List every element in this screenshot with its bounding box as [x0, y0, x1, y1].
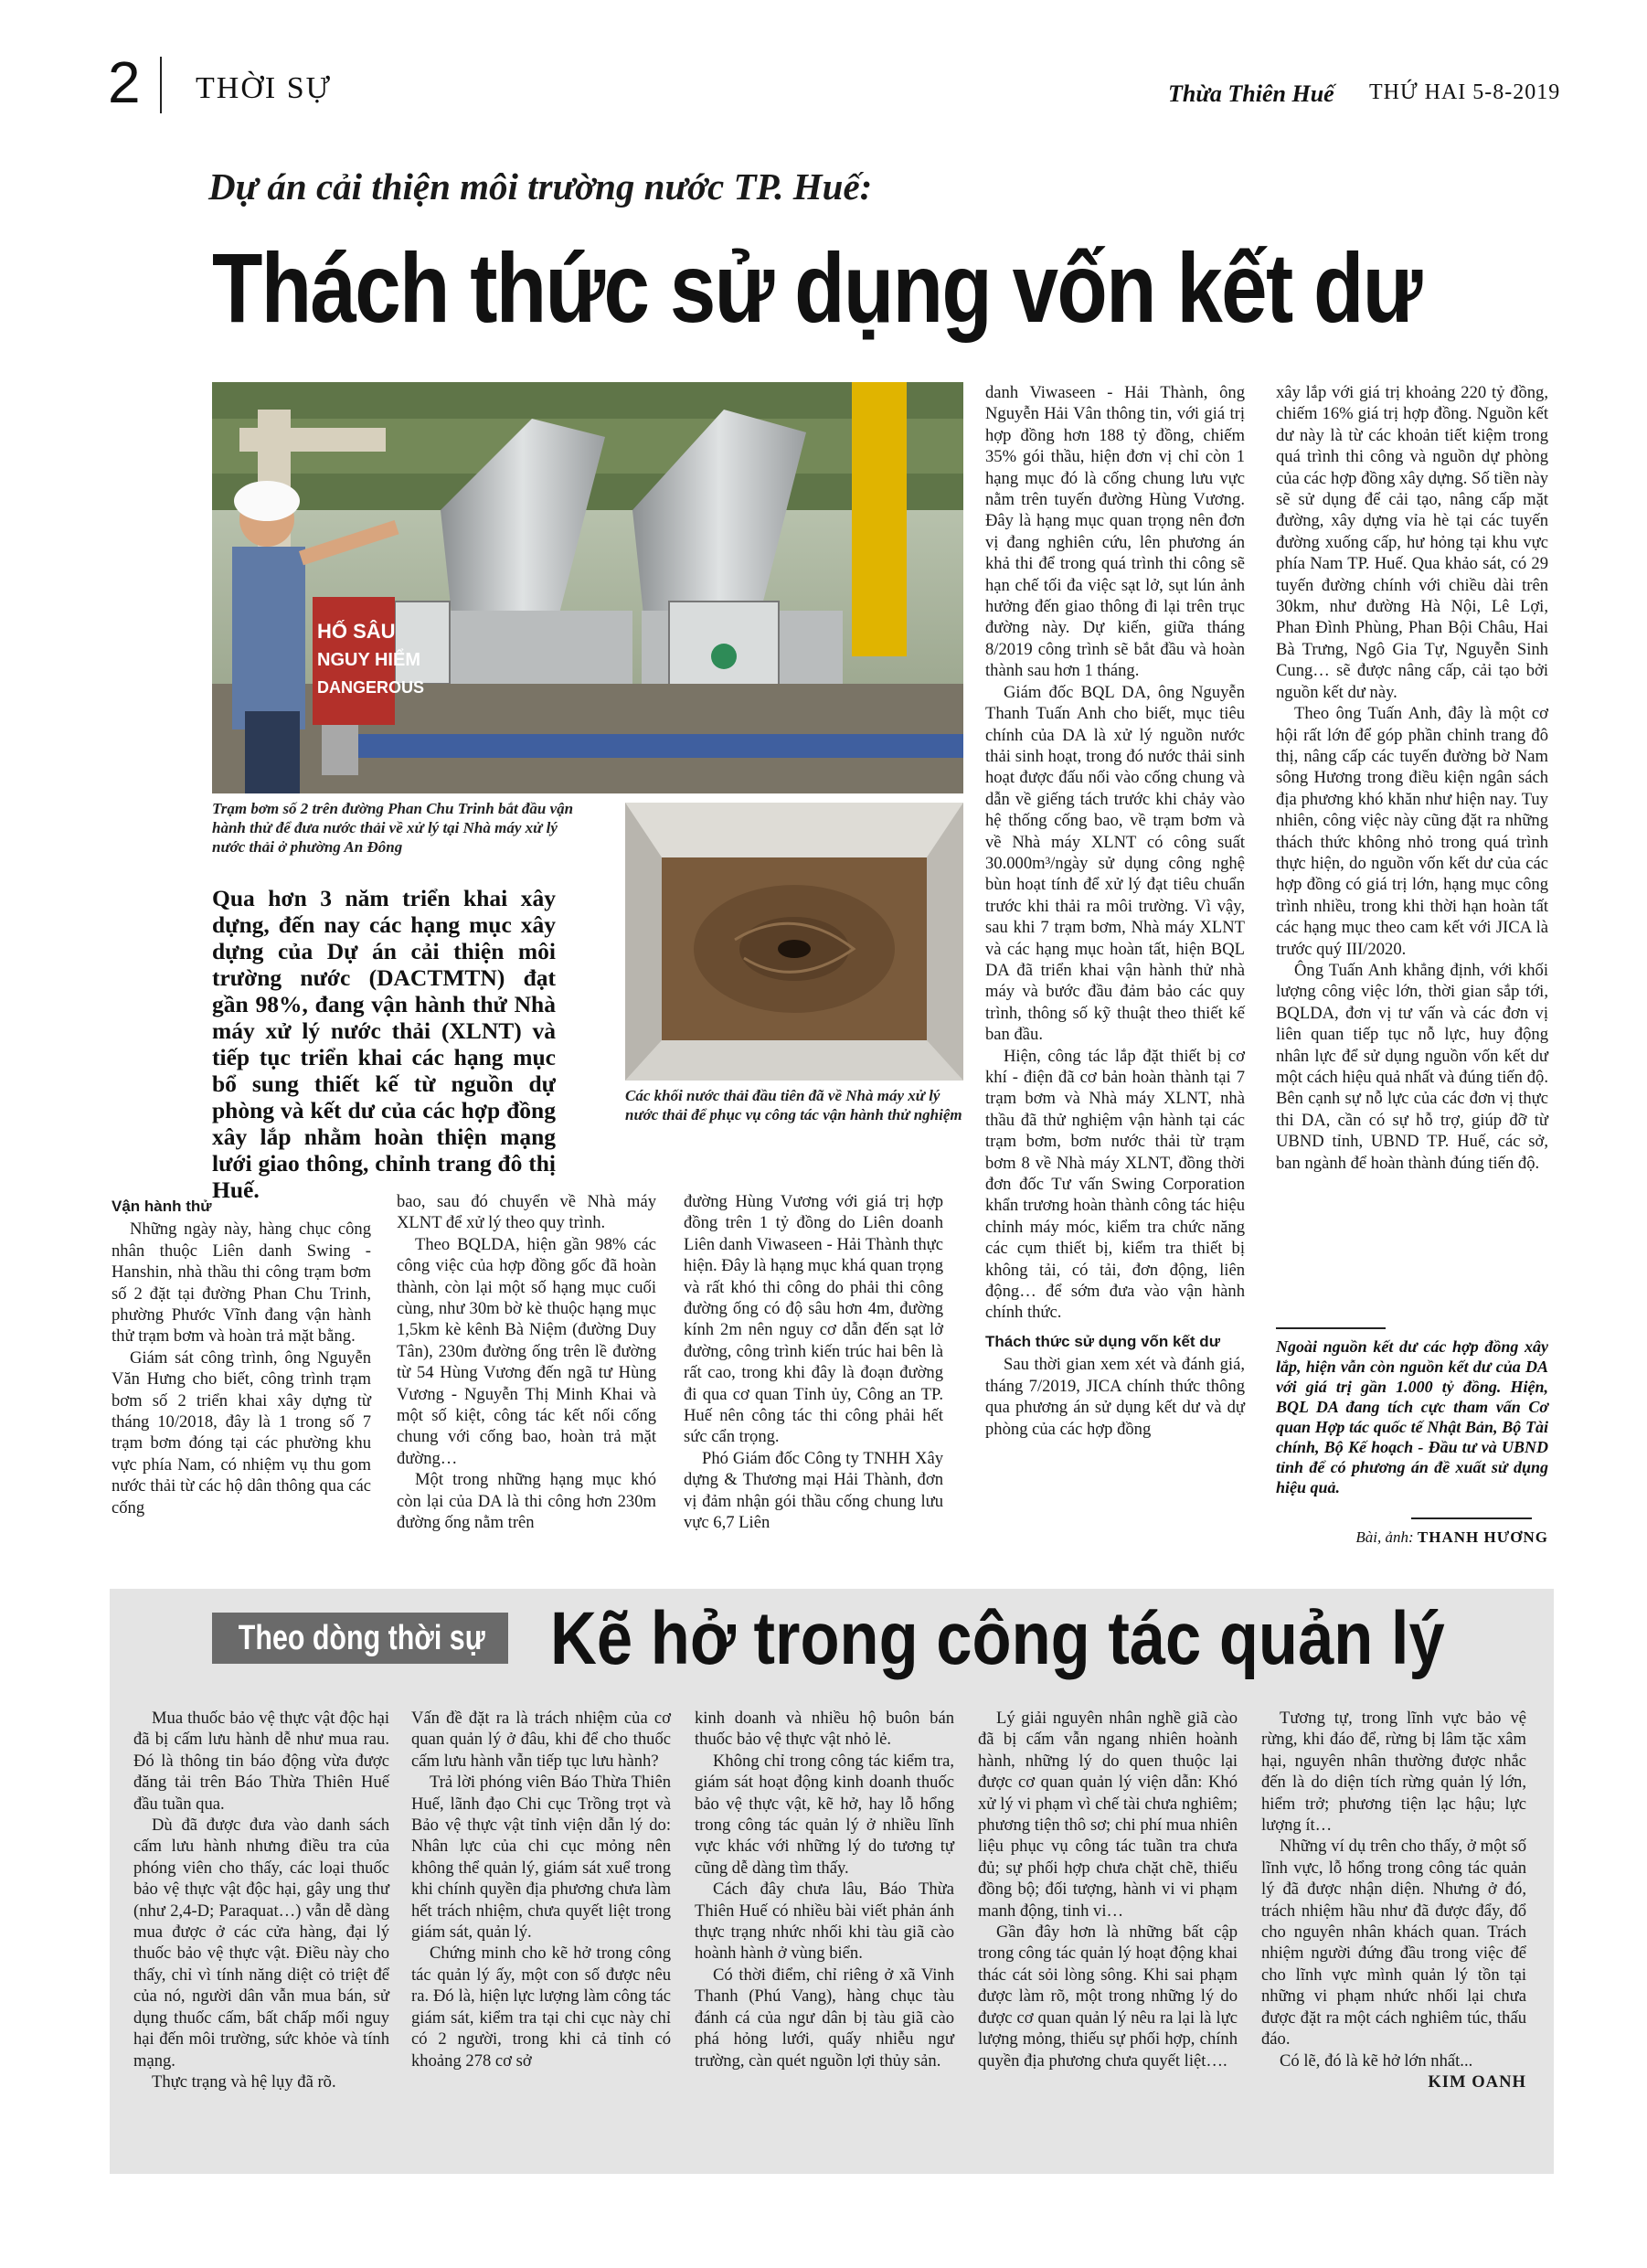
paragraph: kinh doanh và nhiều hộ buôn bán thuốc bảo vệ thực vật nhỏ lẻ.	[695, 1709, 954, 1750]
paragraph: Trả lời phóng viên Báo Thừa Thiên Huế, lãnh đạo Chi cục Trồng trọt và Bảo vệ thực vật tỉnh viện dẫn lý do: Nhân lực của chi cục mỏng nên không thể quản lý, giám sát xuể trong khi chính quyền địa phương chưa làm hết trách nhiệm, chưa quyết liệt trong giám sát, quản lý.	[411, 1773, 671, 1943]
header-divider	[160, 57, 162, 113]
box-top-rule	[1276, 1327, 1386, 1329]
byline-prefix: Bài, ảnh:	[1355, 1528, 1414, 1546]
article-column-1	[112, 1188, 371, 1518]
subhead-operation: Vận hành thử	[112, 1198, 212, 1215]
paragraph: Theo ông Tuấn Anh, đây là một cơ hội rất lớn để góp phần chỉnh trang đô thị, nâng cấp các tuyến đường bờ Nam sông Hương trong điều kiện ngân sách địa phương khó khăn như hiện nay. Tuy nhiên, công việc này cũng đặt ra những thách thức không nhỏ trong quá trình thực hiện, do nguồn vốn kết dư của các hợp đồng có giá trị lớn, hạng mục công trình nhiều, trong khi thời hạn hoàn tất các hạng mục theo cam kết với JICA là trước quý III/2020.	[1276, 704, 1548, 959]
subhead-challenge: Thách thức sử dụng vốn kết dư	[985, 1332, 1221, 1350]
paragraph: Theo BQLDA, hiện gần 98% các công việc của hợp đồng gốc đã hoàn thành, còn lại một số hạng mục cuối cùng, như 30m bờ kè thuộc hạng mục 1,5km kè kênh Bà Niệm (đường Duy Tân), 230m đường ống trên lề đường từ 54 Hùng Vương đến ngã tư Hùng Vương - Nguyễn Thị Minh Khai và một số kiệt, công tác kết nối cống chung với cống bao, hoàn trả mặt đường…	[397, 1234, 656, 1468]
photo-pump-station	[212, 382, 963, 793]
paragraph: Mua thuốc bảo vệ thực vật độc hại đã bị cấm lưu hành dễ như mua rau. Đó là thông tin báo động vừa được đăng tải trên Báo Thừa Thiên Huế đầu tuần qua.	[133, 1709, 389, 1814]
paragraph: Chứng minh cho kẽ hở trong công tác quản lý ấy, một con số được nêu ra. Đó là, hiện lực lượng làm công tác giám sát, kiểm tra tại chi cục này chỉ có 2 người, trong khi cả tỉnh có khoảng 278 cơ sở	[411, 1943, 671, 2071]
paragraph: Giám đốc BQL DA, ông Nguyễn Thanh Tuấn Anh cho biết, mục tiêu chính của DA là xử lý nguồn nước thải sinh hoạt, trong đó nước thải sinh hoạt được đấu nối vào cống chung và dẫn về giếng tách trước khi chảy vào hệ thống cống bao, về trạm bơm và về Nhà máy XLNT có công suất 30.000m³/ngày sử dụng công nghệ bùn hoạt tính để xử lý đạt tiêu chuẩn trước khi thải ra môi trường. Vì vậy, sau khi 7 trạm bơm, Nhà máy XLNT và các hạng mục hoàn tất, hiện BQL DA đã triển khai vận hành thử nhà máy và bước đầu đảm bảo các quy trình, thông số kỹ thuật theo thiết kế ban đầu.	[985, 682, 1245, 1045]
paragraph: Những ngày này, hàng chục công nhân thuộc Liên danh Swing - Hanshin, nhà thầu thi công trạm bơm số 2 đặt tại đường Phan Chu Trinh, phường Phước Vĩnh đang vận hành thử trạm bơm và hoàn trả mặt bằng.	[112, 1219, 371, 1347]
article-headline	[212, 219, 1565, 357]
opinion-column-4	[978, 1708, 1238, 2071]
opinion-column-1	[133, 1708, 389, 2092]
paragraph: Tương tự, trong lĩnh vực bảo vệ rừng, khi đáo để, rừng bị lâm tặc xâm hại, nguyên nhân thường được nhắc đến là do diện tích rừng quản lý lớn, hiểm trở; phương tiện lạc hậu; lực lượng ít…	[1261, 1709, 1526, 1836]
opinion-column-3	[695, 1708, 954, 2071]
page-number: 2	[108, 49, 141, 115]
masthead: Thừa Thiên Huế	[1168, 80, 1334, 107]
paragraph: xây lắp với giá trị khoảng 220 tỷ đồng, chiếm 16% giá trị hợp đồng. Nguồn kết dư này là từ các khoản tiết kiệm trong quá trình thi công và nguồn dự phòng của các hợp đồng xây dựng. Số tiền này sẽ sử dụng để cải tạo, nâng cấp mặt đường, xây dựng vỉa hè tại các tuyến đường xuống cấp, hư hỏng tại khu vực phía Nam TP. Huế. Qua khảo sát, có 29 tuyến đường chính với chiều dài trên 30km, như đường Hà Nội, Lê Lợi, Phan Đình Phùng, Phan Bội Châu, Hai Bà Trưng, Ngô Gia Tự, Nguyễn Sinh Cung… sẽ được nâng cấp, cải tạo bởi nguồn kết dư này.	[1276, 383, 1548, 702]
paragraph: đường Hùng Vương với giá trị hợp đồng trên 1 tỷ đồng do Liên doanh Liên danh Viwaseen - Hải Thành thực hiện. Đây là hạng mục khá quan trọng và rất khó thi công do phải thi công đường ống có độ sâu hơn 4m, đường kính 2m nên nguy cơ dẫn đến sạt lở đường, công trình kiến trúc hai bên là rất cao, trong khi đây là đoạn đường đi qua cơ quan Tỉnh ủy, Công an TP. Huế nên công tác thi công phải hết sức cẩn trọng.	[684, 1192, 943, 1447]
headline-text: Thách thức sử dụng vốn kết dư	[212, 232, 1421, 343]
article-column-5	[1276, 382, 1548, 1174]
paragraph: Sau thời gian xem xét và đánh giá, tháng 7/2019, JICA chính thức thông qua phương án sử dụng kết dư và dự phòng của các hợp đồng	[985, 1355, 1245, 1439]
paragraph: Không chỉ trong công tác kiểm tra, giám sát hoạt động kinh doanh thuốc bảo vệ thực vật, kẽ hở, hay lỗ hổng trong công tác quản lý ở nhiều lĩnh vực khác với những lý do tương tự cũng dễ dàng tìm thấy.	[695, 1751, 954, 1878]
photo2-caption: Các khối nước thải đầu tiên đã về Nhà máy xử lý nước thải để phục vụ công tác vận hành thử nghiệm	[625, 1087, 962, 1123]
opinion-byline: KIM OANH	[1428, 2071, 1526, 2092]
article-column-4	[985, 382, 1245, 1440]
article-byline	[1323, 1528, 1548, 1547]
paragraph: Một trong những hạng mục khó còn lại của DA là thi công hơn 230m đường ống nằm trên	[397, 1470, 656, 1533]
section-name: THỜI SỰ	[196, 71, 332, 105]
opinion-tag	[212, 1613, 508, 1664]
paragraph: Ông Tuấn Anh khẳng định, với khối lượng công việc lớn, thời gian sắp tới, BQLDA, đơn vị tư vấn và các đơn vị liên quan tiếp tục nỗ lực, huy động nhân lực để sử dụng nguồn vốn kết dư một cách hiệu quả nhất và đúng tiến độ. Bên cạnh sự nỗ lực của các đơn vị thực thi DA, cần có sự hỗ trợ, giúp đỡ từ UBND tỉnh, UBND TP. Huế, các sở, ban ngành để hoàn thành đúng tiến độ.	[1276, 960, 1548, 1173]
paragraph: Có lẽ, đó là kẽ hở lớn nhất...	[1280, 2050, 1473, 2071]
article-kicker: Dự án cải thiện môi trường nước TP. Huế:	[208, 165, 873, 208]
photo-pump-station-image	[212, 382, 963, 793]
photo-wastewater-tank	[625, 803, 963, 1081]
byline-name: THANH HƯƠNG	[1417, 1528, 1548, 1546]
opinion-headline-text: Kẽ hở trong công tác quản lý	[550, 1597, 1445, 1680]
byline-rule	[1411, 1517, 1532, 1519]
paragraph: bao, sau đó chuyển về Nhà máy XLNT để xử lý theo quy trình.	[397, 1192, 656, 1233]
paragraph: Thực trạng và hệ lụy đã rõ.	[152, 2071, 336, 2092]
photo1-caption: Trạm bơm số 2 trên đường Phan Chu Trinh bắt đầu vận hành thử để đưa nước thải về xử lý tại Nhà máy xử lý nước thải ở phường An Đông	[212, 800, 574, 856]
warning-sign-text: HỐ SÂU	[317, 620, 396, 643]
paragraph: Phó Giám đốc Công ty TNHH Xây dựng & Thương mại Hải Thành, đơn vị đảm nhận gói thầu cống chung lưu vực 6,7 Liên	[684, 1448, 943, 1533]
opinion-column-5	[1261, 1708, 1526, 2092]
article-column-2	[397, 1191, 656, 1534]
issue-date: THỨ HAI 5-8-2019	[1369, 80, 1561, 104]
paragraph: Cách đây chưa lâu, Báo Thừa Thiên Huế có nhiều bài viết phản ánh thực trạng nhức nhối khi tàu giã cào hoành hành ở vùng biển.	[695, 1879, 954, 1964]
paragraph: Dù đã được đưa vào danh sách cấm lưu hành nhưng điều tra của phóng viên cho thấy, các loại thuốc bảo vệ thực vật độc hại, gây ung thư (như 2,4-D; Paraquat…) vẫn dễ dàng mua được ở các cửa hàng, đại lý thuốc bảo vệ thực vật. Điều này cho thấy, chỉ vì tính năng diệt cỏ triệt để của nó, người dân vẫn mua bán, sử dụng thuốc cấm, bất chấp mối nguy hại đến môi trường, sức khỏe và tính mạng.	[133, 1815, 389, 2071]
paragraph: Vấn đề đặt ra là trách nhiệm của cơ quan quản lý ở đâu, khi để cho thuốc cấm lưu hành vẫn tiếp tục lưu hành?	[411, 1709, 671, 1771]
paragraph: Có thời điểm, chỉ riêng ở xã Vinh Thanh (Phú Vang), hàng chục tàu đánh cá của ngư dân bị tàu giã cào phá hỏng lưới, quấy nhiễu ngư trường, càn quét nguồn lợi thủy sản.	[695, 1965, 954, 2071]
opinion-column-2	[411, 1708, 671, 2071]
article-column-3	[684, 1191, 943, 1534]
paragraph: Hiện, công tác lắp đặt thiết bị cơ khí - điện đã cơ bản hoàn thành tại 7 trạm bơm và Nhà máy XLNT, nhà thầu đã thử nghiệm vận hành tại các trạm bơm, bơm nước thải từ trạm bơm 8 về Nhà máy XLNT, đồng thời đơn đốc Tư vấn Swing Corporation khẩn trương hoàn thành công tác hiệu chỉnh máy móc, kiểm tra chức năng các cụm thiết bị, kiểm tra thiết bị không tải, có tải, đơn động, liên động… để sớm đưa vào vận hành chính thức.	[985, 1046, 1245, 1323]
photo-wastewater-tank-image	[625, 803, 963, 1081]
sidebar-note: Ngoài nguồn kết dư các hợp đồng xây lắp, hiện vẫn còn nguồn kết dư của DA với giá trị gần 1.000 tỷ đồng. Hiện, BQL DA đang tích cực tham vấn Cơ quan Hợp tác quốc tế Nhật Bản, Bộ Tài chính, Bộ Kế hoạch - Đầu tư và UBND tỉnh để có phương án đề xuất sử dụng hiệu quả.	[1276, 1337, 1548, 1496]
svg-text:DANGEROUS: DANGEROUS	[317, 678, 425, 697]
svg-text:NGUY HIỂM: NGUY HIỂM	[317, 650, 420, 670]
opinion-tag-text: Theo dòng thời sự	[238, 1619, 485, 1657]
paragraph: Những ví dụ trên cho thấy, ở một số lĩnh vực, lỗ hổng trong công tác quản lý đã được nhận diện. Nhưng ở đó, trách nhiệm hầu như đã được đẩy, đổ cho nguyên nhân khách quan. Trách nhiệm người đứng đầu trong việc để cho lĩnh vực mình quản lý tồn tại những vi phạm nhức nhối lại chưa được đặt ra một cách nghiêm túc, thấu đáo.	[1261, 1837, 1526, 2050]
paragraph: Giám sát công trình, ông Nguyễn Văn Hưng cho biết, công trình trạm bơm số 2 triển khai xây dựng từ tháng 10/2018, đây là 1 trong số 7 trạm bơm đóng tại các phường khu vực phía Nam, có nhiệm vụ thu gom nước thải từ các hộ dân thông qua các cống	[112, 1347, 371, 1517]
article-lead: Qua hơn 3 năm triển khai xây dựng, đến nay các hạng mục xây dựng của Dự án cải thiện môi trường nước (DACTMTN) đạt gần 98%, đang vận hành thử Nhà máy xử lý nước thải (XLNT) và tiếp tục triển khai các hạng mục bổ sung thiết kế từ nguồn dự phòng và kết dư của các hợp đồng xây lắp nhằm hoàn thiện mạng lưới giao thông, chỉnh trang đô thị Huế.	[212, 885, 556, 1203]
paragraph: Lý giải nguyên nhân nghề giã cào đã bị cấm vẫn ngang nhiên hoành hành, những lý do quen thuộc lại được cơ quan quản lý viện dẫn: Khó xử lý vi phạm vì chế tài chưa nghiêm; phương tiện thô sơ; chi phí mua nhiên liệu phục vụ công tác tuần tra chưa đủ; sự phối hợp chưa chặt chẽ, thiếu đồng bộ; đối tượng, hành vi vi phạm manh động, tinh vi…	[978, 1709, 1238, 1921]
opinion-headline	[550, 1589, 1537, 1689]
paragraph: Gần đây hơn là những bất cập trong công tác quản lý hoạt động khai thác cát sỏi lòng sông. Khi sai phạm được làm rõ, một trong những lý do được cơ quan quản lý nêu ra lại là lực lượng mỏng, thiếu sự phối hợp, chính quyền địa phương chưa quyết liệt….	[978, 1922, 1238, 2071]
paragraph: danh Viwaseen - Hải Thành, ông Nguyễn Hải Vân thông tin, với giá trị hợp đồng hơn 188 tỷ đồng, chiếm 35% gói thầu, hiện đơn vị chỉ còn 1 hạng mục đó là cống chung lưu vực nằm trên tuyến đường Hùng Vương. Đây là hạng mục quan trọng nên đơn vị đang nghiên cứu, lên phương án khả thi để trong quá trình thi công sẽ hạn chế tối đa việc sạt lở, sụt lún ảnh hưởng đến giao thông đi lại trên trục đường này. Dự kiến, giữa tháng 8/2019 công trình sẽ bắt đầu và hoàn thành sau hơn 1 tháng.	[985, 383, 1245, 681]
